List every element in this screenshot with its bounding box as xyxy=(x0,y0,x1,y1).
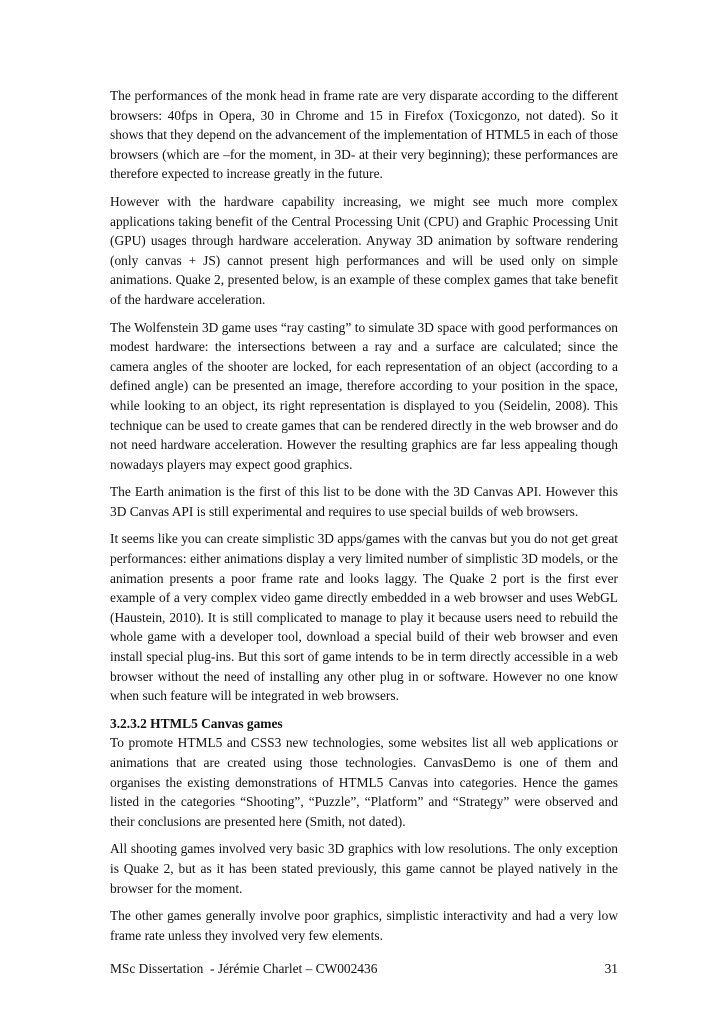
paragraph-quake2-webgl: It seems like you can create simplistic 3D apps/games with the canvas but you do not get great performances: either animations display a very limited number of simplistic 3D models, or the animation presents a poor frame rate and looks laggy. The Quake 2 port is the first ever example of a very complex video game directly embedded in a web browser and uses WebGL (Haustein, 2010). It is still complicated to manage to play it because users need to rebuild the whole game with a developer tool, download a special build of their web browser and even install special plug-ins. But this sort of game intends to be in term directly accessible in a web browser without the need of installing any other plug in or software. However no one know when such feature will be integrated in web browsers. xyxy=(110,531,618,704)
paragraph-other-games: The other games generally involve poor graphics, simplistic interactivity and had a very low frame rate unless they involved very few elements. xyxy=(110,908,618,943)
page-footer xyxy=(110,960,618,978)
paragraph-wolfenstein-ray-casting: The Wolfenstein 3D game uses “ray casting” to simulate 3D space with good performances on modest hardware: the intersections between a ray and a surface are calculated; since the camera angles of the shooter are locked, for each representation of an object (according to a defined angle) can be presented an image, therefore according to your position in the space, while looking to an object, its right representation is displayed to you (Seidelin, 2008). This technique can be used to create games that can be rendered directly in the web browser and do not need hardware acceleration. However the resulting graphics are far less appealing though nowadays players may expect good graphics. xyxy=(110,319,618,472)
page-body xyxy=(110,86,618,953)
page-number: 31 xyxy=(604,961,618,976)
paragraph-canvasdemo: To promote HTML5 and CSS3 new technologies, some websites list all web applications or animations that are created using those technologies. CanvasDemo is one of them and organises the existing demonstrations of HTML5 Canvas into categories. Hence the games listed in the categories “Shooting”, “Puzzle”, “Platform” and “Strategy” were observed and their conclusions are presented here (Smith, not dated). xyxy=(110,735,618,829)
footer-title: MSc Dissertation - Jérémie Charlet – CW002436 xyxy=(110,961,378,976)
section-heading: 3.2.3.2 HTML5 Canvas games xyxy=(110,715,283,731)
paragraph-hardware-acceleration: However with the hardware capability increasing, we might see much more complex applications taking benefit of the Central Processing Unit (CPU) and Graphic Processing Unit (GPU) usages through hardware acceleration. Anyway 3D animation by software rendering (only canvas + JS) cannot present high performances and will be used only on simple animations. Quake 2, presented below, is an example of these complex games that take benefit of the hardware acceleration. xyxy=(110,193,618,307)
paragraph-earth-animation: The Earth animation is the first of this list to be done with the 3D Canvas API. However this 3D Canvas API is still experimental and requires to use special builds of web browsers. xyxy=(110,484,618,519)
paragraph-monk-head-performance: The performances of the monk head in frame rate are very disparate according to the different browsers: 40fps in Opera, 30 in Chrome and 15 in Firefox (Toxicgonzo, not dated). So it shows that they depend on the advancement of the implementation of HTML5 in each of those browsers (which are –for the moment, in 3D- at their very beginning); these performances are therefore expected to increase greatly in the future. xyxy=(110,88,618,182)
paragraph-shooting-games: All shooting games involved very basic 3D graphics with low resolutions. The only exception is Quake 2, but as it has been stated previously, this game cannot be played natively in the browser for the moment. xyxy=(110,841,618,896)
